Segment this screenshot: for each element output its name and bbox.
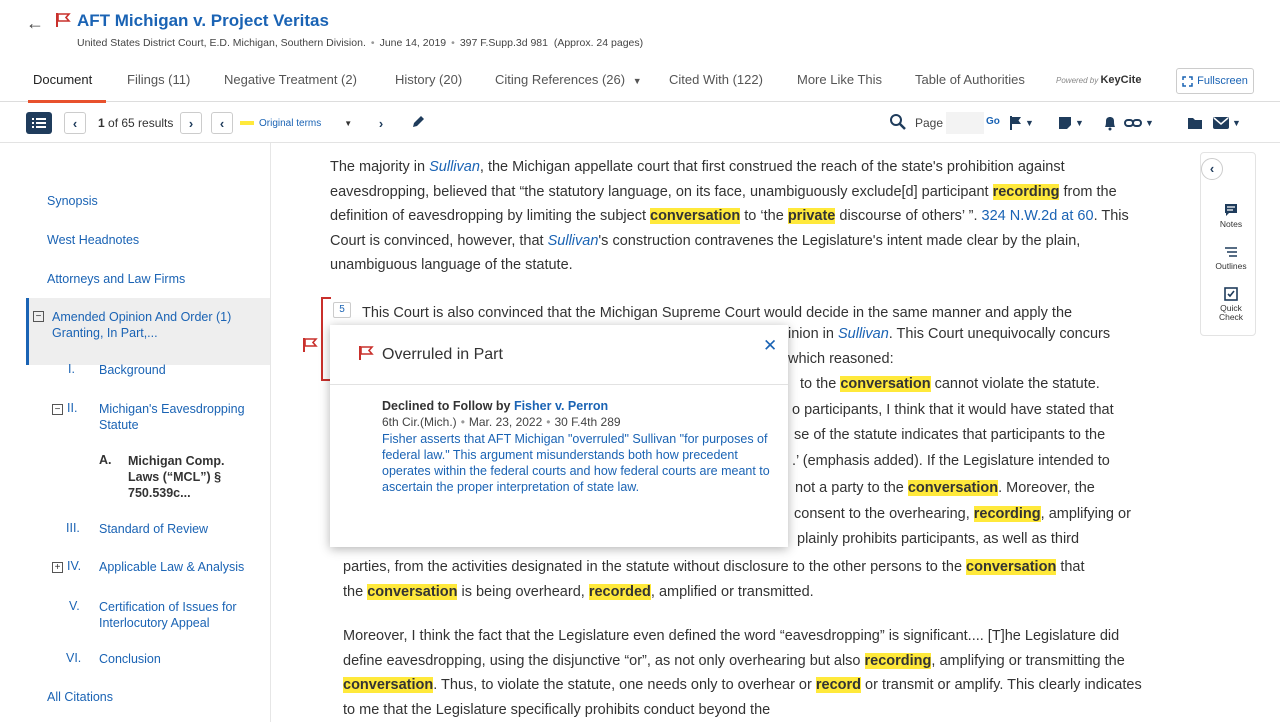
text: discourse of others’ ”. — [835, 208, 982, 224]
citation: 397 F.Supp.3d 981 — [459, 37, 548, 49]
document-header — [0, 0, 1280, 64]
flag-icon — [1010, 116, 1022, 130]
text: parties, from the activities designated in the statute without disclosure to the other persons to the — [343, 559, 967, 575]
back-arrow-icon[interactable]: ← — [26, 13, 44, 33]
negative-treatment-popup — [330, 325, 788, 547]
tab-filings[interactable]: Filings (11) — [127, 72, 191, 87]
link-icon — [1124, 117, 1142, 129]
outlines-label: Outlines — [1215, 261, 1247, 271]
tab-more-like-this[interactable]: More Like This — [797, 72, 883, 87]
section-number: V. — [69, 599, 80, 613]
sidebar-item-mcl-750[interactable]: Michigan Comp. Laws (“MCL”) § 750.539c... — [128, 454, 225, 500]
prev-result-button[interactable] — [64, 112, 86, 134]
search-term-highlight: conversation — [840, 376, 931, 392]
sidebar-item-eavesdropping-statute[interactable]: Michigan's Eavesdropping Statute — [99, 402, 245, 432]
text: , amplifying or — [1040, 506, 1131, 522]
search-term-highlight: conversation — [650, 208, 741, 224]
quick-check-button[interactable] — [1210, 287, 1252, 322]
text: inion in — [788, 326, 838, 342]
search-icon[interactable] — [889, 113, 907, 131]
search-term-highlight: record — [815, 677, 861, 693]
terms-select-value: Original terms — [259, 117, 322, 129]
treatment-type: Declined to Follow by — [382, 399, 514, 413]
sidebar-item-certification[interactable]: Certification of Issues for Interlocutory Appeal — [99, 600, 237, 630]
search-term-highlight: conversation — [343, 677, 434, 693]
collapse-rail-button[interactable] — [1201, 158, 1223, 180]
sidebar-item-opinion[interactable]: Amended Opinion And Order (1) Granting, In Part,... — [52, 310, 232, 340]
outlines-button[interactable] — [1210, 247, 1252, 271]
note-menu[interactable] — [1058, 114, 1084, 132]
tab-document[interactable]: Document — [33, 72, 93, 87]
opinion-text — [794, 506, 1131, 522]
sidebar-item-applicable-law[interactable]: Applicable Law & Analysis — [99, 560, 245, 574]
tab-citing-references[interactable] — [495, 72, 642, 87]
sidebar-item-west-headnotes[interactable]: West Headnotes — [47, 233, 140, 247]
expand-icon — [1182, 76, 1193, 87]
opinion-text: .’ (emphasis added). If the Legislature intended to — [792, 453, 1110, 469]
list-icon — [32, 117, 46, 129]
search-term-highlight: recording — [973, 506, 1041, 522]
page-number-input[interactable] — [946, 112, 984, 134]
tab-table-of-authorities[interactable]: Table of Authorities — [915, 72, 1025, 87]
court-name: United States District Court, E.D. Michigan, Southern Division. — [77, 37, 366, 49]
expand-icon[interactable]: + — [52, 562, 63, 573]
results-total: of 65 results — [104, 116, 174, 130]
tab-history[interactable]: History (20) — [395, 72, 463, 87]
email-menu[interactable] — [1213, 114, 1241, 132]
fullscreen-button[interactable] — [1176, 68, 1254, 94]
text: , amplifying or transmitting the — [931, 652, 1125, 669]
negative-treatment-bar — [321, 297, 331, 299]
chevron-down-icon: ▼ — [1075, 118, 1084, 128]
case-link[interactable]: Sullivan — [837, 326, 889, 342]
section-number: III. — [66, 521, 80, 535]
chevron-left-icon: ‹ — [72, 115, 78, 131]
keycite-logo: KeyCite — [1100, 74, 1142, 86]
section-number: II. — [67, 401, 78, 415]
text: from the definition of eavesdropping by limiting the subject — [330, 183, 1117, 224]
court: 6th Cir.(Mich.) — [382, 415, 457, 429]
search-term-highlight: recording — [864, 652, 932, 669]
citation: 30 F.4th 289 — [554, 415, 621, 429]
red-flag-icon[interactable] — [302, 337, 318, 353]
quick-check-icon — [1224, 287, 1238, 301]
powered-by-label: Powered by — [1056, 76, 1099, 85]
sidebar-item-background[interactable]: Background — [99, 363, 166, 377]
text: . Moreover, the — [998, 480, 1095, 496]
collapse-icon[interactable]: − — [52, 404, 63, 415]
popup-header — [330, 325, 788, 385]
search-term-highlight: conversation — [966, 559, 1057, 575]
text: . Thus, to violate the statute, one needs only to overhear or — [433, 677, 816, 693]
tab-cited-with[interactable]: Cited With (122) — [669, 72, 763, 87]
quote-line — [343, 580, 1153, 605]
results-position: 1 — [98, 116, 105, 130]
notes-label: Notes — [1219, 219, 1243, 229]
pencil-icon[interactable] — [410, 114, 426, 130]
opinion-text — [795, 480, 1095, 496]
opinion-text — [800, 376, 1100, 392]
collapse-icon[interactable]: − — [33, 311, 44, 322]
chevron-left-icon: ‹ — [219, 115, 225, 131]
opinion-text: se of the statute indicates that participants to the — [794, 427, 1106, 443]
powered-by-keycite — [1056, 74, 1141, 86]
text: . This Court is convinced, however, that — [330, 208, 1129, 249]
link-menu[interactable] — [1124, 114, 1154, 132]
text: The majority in — [330, 159, 430, 175]
opinion-text: o participants, I think that it would have stated that — [792, 402, 1114, 418]
text: . This Court unequivocally concurs — [888, 326, 1111, 342]
bell-icon[interactable] — [1103, 114, 1117, 132]
headnote-number[interactable]: 5 — [333, 302, 351, 318]
document-toolbar — [0, 103, 1280, 143]
citation-link[interactable]: 324 N.W.2d at 60 — [981, 208, 1094, 224]
opinion-paragraph — [330, 155, 1142, 278]
treatment-citation: 6th Cir.(Mich.) • Mar. 23, 2022 • 30 F.4th 289 — [382, 415, 621, 429]
text: not a party to the — [795, 480, 908, 496]
search-term-highlight: conversation — [367, 583, 458, 600]
section-number: I. — [68, 362, 75, 376]
highlight-swatch — [240, 121, 254, 125]
sidebar-item-all-citations[interactable]: All Citations — [47, 690, 113, 704]
sidebar-item-standard-of-review[interactable]: Standard of Review — [99, 522, 209, 536]
text: , amplified or transmitted. — [650, 583, 814, 600]
next-term-button[interactable] — [370, 112, 392, 134]
check-label: Check — [1218, 312, 1244, 322]
case-link[interactable]: Fisher v. Perron — [513, 399, 609, 413]
text: Moreover, I think the fact that the Legislature even defined the word “eavesdropping” is significant.... [T]he Legislature did define eavesdropping, using the disjunctive “or”, as not only overhearing but also — [343, 628, 1120, 669]
chevron-right-icon: › — [378, 115, 384, 131]
outlines-icon — [1224, 247, 1238, 259]
chevron-down-icon: ▼ — [1025, 118, 1034, 128]
tab-citing-label: Citing References (26) — [495, 72, 626, 87]
notes-icon — [1224, 203, 1238, 217]
section-number: A. — [99, 453, 112, 467]
sidebar-item-synopsis[interactable]: Synopsis — [47, 194, 98, 208]
chevron-left-icon: ‹ — [1209, 161, 1215, 176]
opinion-text: This Court is also convinced that the Michigan Supreme Court would decide in the same manner and apply the — [362, 305, 1073, 321]
quoted-passage — [343, 624, 1153, 722]
chevron-down-icon: ▼ — [632, 76, 642, 86]
document-title: AFT Michigan v. Project Veritas — [77, 11, 329, 30]
folder-icon[interactable] — [1187, 114, 1203, 132]
fullscreen-label: Fullscreen — [1197, 75, 1248, 87]
popup-title: Overruled in Part — [382, 346, 503, 363]
search-term-highlight: recorded — [588, 583, 651, 600]
sidebar-item-conclusion[interactable]: Conclusion — [99, 652, 161, 666]
table-of-contents — [0, 143, 270, 722]
sticky-note-icon — [1058, 116, 1072, 130]
red-flag-icon — [55, 12, 71, 28]
chevron-down-icon: ▼ — [1232, 118, 1241, 128]
text: 's construction contravenes the Legislature's intent made clear by the plain, unambiguous language of the statute. — [330, 232, 1081, 273]
text: , the Michigan appellate court that first construed the reach of the state's prohibition against eavesdropping, believed that “the statutory language, on its face, unambiguously exclude[d] participant — [330, 159, 1065, 200]
notes-button[interactable] — [1210, 203, 1252, 229]
text: that — [1056, 559, 1085, 575]
tab-negative-treatment[interactable]: Negative Treatment (2) — [224, 72, 357, 87]
opinion-text: plainly prohibits participants, as well as third — [797, 531, 1080, 547]
popup-body — [382, 399, 772, 495]
page-count: (Approx. 24 pages) — [553, 37, 644, 49]
envelope-icon — [1213, 117, 1229, 129]
page-label: Page — [915, 116, 944, 130]
chevron-right-icon: › — [188, 115, 194, 131]
search-term-highlight: recording — [992, 183, 1060, 200]
flag-menu[interactable] — [1010, 114, 1034, 132]
quick-label: Quick — [1220, 303, 1242, 313]
sidebar-divider — [270, 143, 271, 722]
negative-treatment-bar — [321, 297, 323, 381]
search-term-highlight: private — [787, 208, 836, 224]
toc-toggle-button[interactable] — [26, 112, 52, 134]
opinion-text — [788, 326, 1110, 342]
decision-date: June 14, 2019 — [379, 37, 447, 49]
chevron-down-icon: ▼ — [344, 118, 353, 128]
go-button[interactable]: Go — [986, 116, 1000, 127]
text: to the — [800, 376, 841, 392]
treatment-description[interactable]: Fisher asserts that AFT Michigan "overruled" Sullivan "for purposes of federal law." This argument misunderstands both how precedent operates within the federal courts and how federal courts are meant to ascertain the proper interpretation of state law. — [382, 432, 770, 494]
date: Mar. 23, 2022 — [468, 415, 543, 429]
next-result-button[interactable] — [180, 112, 202, 134]
text: the — [343, 583, 368, 600]
text: consent to the overhearing, — [794, 506, 974, 522]
search-term-highlight: conversation — [907, 480, 999, 496]
text: is being overheard, — [457, 583, 589, 600]
section-number: VI. — [66, 651, 82, 665]
case-link[interactable]: Sullivan — [547, 232, 599, 249]
search-terms-select[interactable] — [236, 112, 368, 134]
text: or transmit or amplify. This clearly indicates to me that the Legislature specifically prohibits conduct beyond the — [343, 677, 1142, 718]
chevron-down-icon: ▼ — [1145, 118, 1154, 128]
document-meta: United States District Court, E.D. Michigan, Southern Division. • June 14, 2019 • 397 F.Supp.3d 981 (Approx. 24 pages) — [77, 37, 644, 49]
results-counter — [98, 116, 173, 130]
text: to ‘the — [740, 208, 788, 224]
treatment-reference — [382, 399, 772, 413]
opinion-text: which reasoned: — [788, 351, 894, 367]
section-number: IV. — [67, 559, 82, 573]
close-icon[interactable]: ✕ — [763, 336, 778, 355]
document-tabs — [0, 64, 1280, 102]
red-flag-icon — [358, 345, 374, 361]
sidebar-item-attorneys[interactable]: Attorneys and Law Firms — [47, 272, 186, 286]
case-link[interactable]: Sullivan — [429, 159, 480, 175]
quote-line — [343, 555, 1153, 580]
text: cannot violate the statute. — [930, 376, 1100, 392]
prev-term-button[interactable] — [211, 112, 233, 134]
